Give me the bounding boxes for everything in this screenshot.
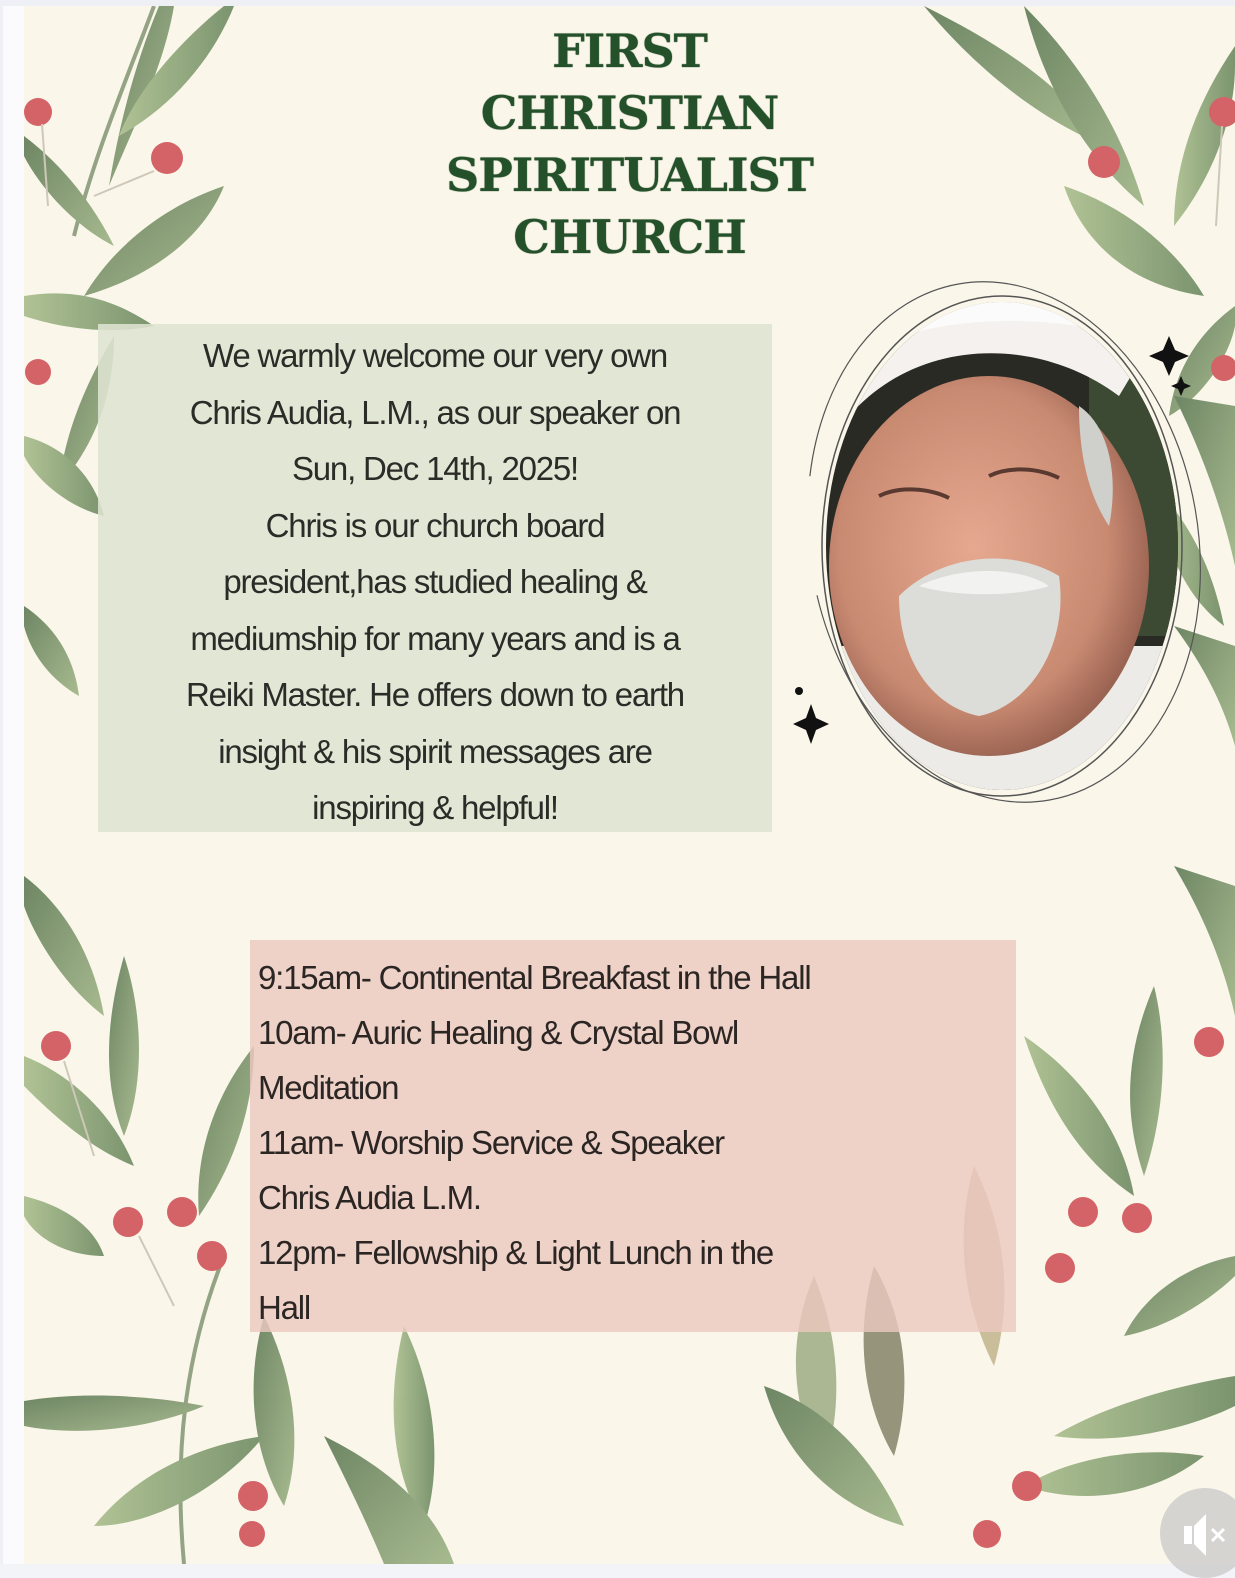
title-line: CHRISTIAN [480,86,779,140]
title-line: CHURCH [513,210,746,264]
schedule-line: 10am- Auric Healing & Crystal Bowl [258,1014,739,1051]
schedule-line: Chris Audia L.M. [258,1179,481,1216]
schedule-line: 11am- Worship Service & Speaker [258,1124,724,1161]
title-line: SPIRITUALIST [445,148,813,202]
intro-line: insight & his spirit messages are [218,732,652,770]
schedule-box [250,940,1016,1332]
intro-line: inspiring & helpful! [312,789,558,826]
intro-line: president,has studied healing & [223,563,647,600]
title-line: FIRST [552,24,707,78]
viewer-margin [3,6,24,1564]
speaker-intro-box [98,324,772,832]
schedule-line: Hall [258,1289,311,1326]
speaker-portrait-icon [789,226,1219,846]
unmute-button[interactable] [1160,1488,1235,1578]
intro-line: mediumship for many years and is a [190,619,680,657]
speaker-photo [789,226,1219,846]
intro-line: We warmly welcome our very own [202,337,668,374]
schedule-line: Meditation [258,1069,399,1106]
intro-line: Chris Audia, L.M., as our speaker on [189,393,681,431]
schedule-line: 9:15am- Continental Breakfast in the Hall [258,959,811,996]
intro-line: Chris is our church board [265,506,605,544]
church-flyer [24,6,1235,1564]
speaker-muted-icon [1180,1510,1230,1560]
intro-line: Sun, Dec 14th, 2025! [291,450,579,487]
intro-line: Reiki Master. He offers down to earth [186,676,684,713]
schedule-line: 12pm- Fellowship & Light Lunch in the [258,1234,774,1271]
